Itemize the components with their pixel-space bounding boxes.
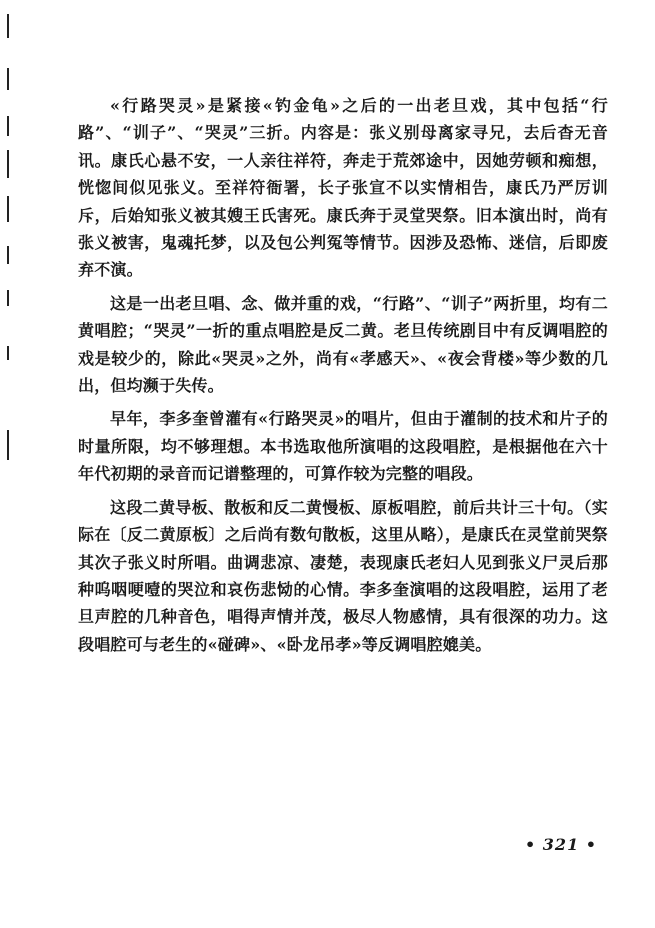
paragraph-recording: 早年，李多奎曾灌有«行路哭灵»的唱片，但由于灌制的技术和片子的时量所限，均不够理想。本书选取他所演唱的这段唱腔，是根据他在六十年代初期的录音而记谱整理的，可算作较为完整的唱段。 xyxy=(78,409,608,484)
binding-edge-mark xyxy=(7,116,9,136)
paragraph-synopsis: «行路哭灵»是紧接«钓金龟»之后的一出老旦戏，其中包括“行路”、“训子”、“哭灵”三折。内容是：张义别母离家寻兄，去后杳无音讯。康氏心悬不安，一人亲往祥符，奔走于荒郊途中，因她劳顿和痴想，恍惚间似见张义。至祥符衙署，长子张宣不以实情相告，康氏乃严厉训斥，后始知张义被其嫂王氏害死。康氏奔于灵堂哭祭。旧本演出时，尚有张义被害，鬼魂托梦，以及包公判冤等情节。因涉及恐怖、迷信，后即废弃不演。 xyxy=(78,96,608,280)
paragraph-aria-description: 这段二黄导板、散板和反二黄慢板、原板唱腔，前后共计三十句。（实际在〔反二黄原板〕之后尚有数句散板，这里从略），是康氏在灵堂前哭祭其次子张义时所唱。曲调悲凉、凄楚，表现康氏老妇人见到张义尸灵后那种呜咽哽噎的哭泣和哀伤悲恸的心情。李多奎演唱的这段唱腔，运用了老旦声腔的几种音色，唱得声情并茂，极尽人物感情，具有很深的功力。这段唱腔可与老生的«碰碑»、«卧龙吊孝»等反调唱腔媲美。 xyxy=(78,497,608,654)
binding-edge-mark xyxy=(7,68,9,90)
binding-edge-mark xyxy=(7,290,9,306)
page-number: • 321 • xyxy=(525,835,597,854)
binding-edge-mark xyxy=(7,150,9,178)
binding-edge-mark xyxy=(7,430,9,460)
binding-edge-mark xyxy=(7,196,9,222)
binding-edge-mark xyxy=(7,346,9,360)
binding-edge-mark xyxy=(7,14,9,38)
binding-edge-mark xyxy=(7,246,9,264)
paragraph-singing-style: 这是一出老旦唱、念、做并重的戏，“行路”、“训子”两折里，均有二黄唱腔；“哭灵”一折的重点唱腔是反二黄。老旦传统剧目中有反调唱腔的戏是较少的，除此«哭灵»之外，尚有«孝感天»、«夜会背楼»等少数的几出，但均濒于失传。 xyxy=(78,293,608,396)
body-text xyxy=(78,92,608,664)
